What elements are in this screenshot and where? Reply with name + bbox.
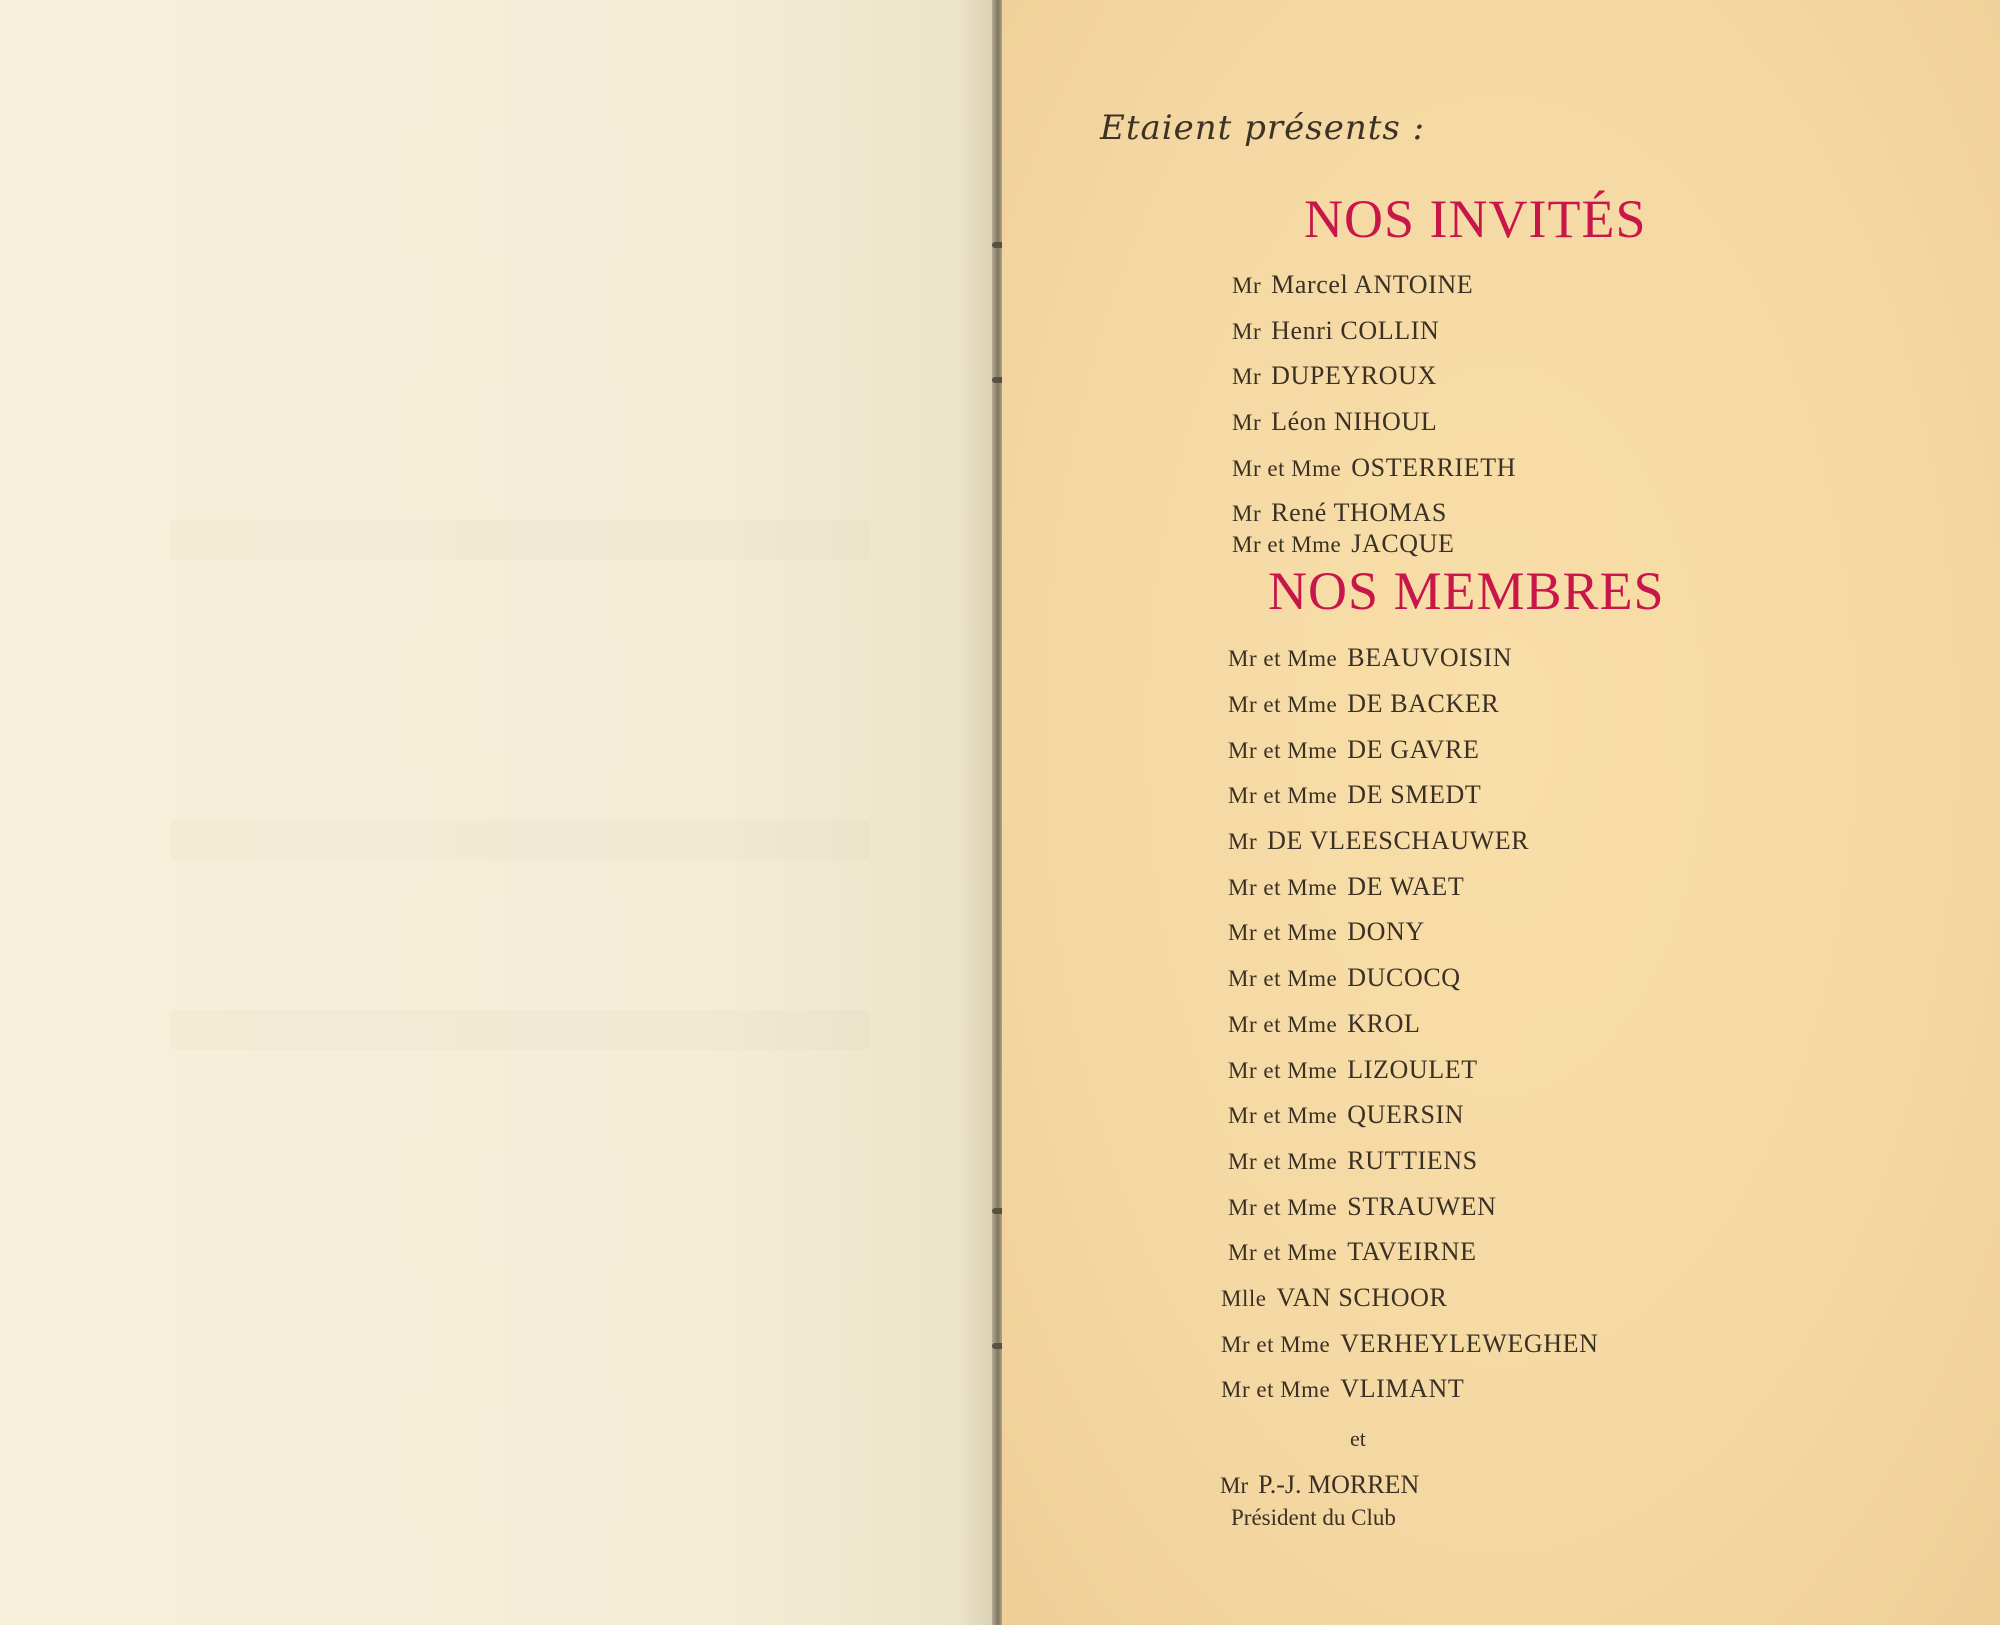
attendee-title: Mr [1232, 319, 1262, 344]
attendee-entry [1228, 735, 1479, 765]
attendee-title: Mr et Mme [1221, 1377, 1331, 1402]
attendee-entry [1232, 453, 1516, 483]
attendee-entry [1221, 1329, 1599, 1359]
attendee-name: Henri COLLIN [1271, 316, 1440, 345]
attendee-name: TAVEIRNE [1347, 1237, 1477, 1266]
attendee-entry [1228, 826, 1529, 856]
attendee-entry [1221, 1374, 1464, 1404]
conjunction-text: et [1350, 1426, 1366, 1451]
attendee-entry [1228, 1192, 1497, 1222]
attendee-name: BEAUVOISIN [1347, 643, 1513, 672]
attendee-title: Mr et Mme [1228, 875, 1338, 900]
page-heading: Etaient présents : [1100, 108, 1426, 148]
attendee-name: VERHEYLEWEGHEN [1340, 1329, 1599, 1358]
attendee-name: QUERSIN [1347, 1100, 1465, 1129]
attendee-title: Mr et Mme [1228, 1195, 1338, 1220]
attendee-entry [1232, 316, 1439, 346]
attendee-name: DE WAET [1347, 872, 1465, 901]
attendee-title: Mr et Mme [1232, 456, 1342, 481]
president-fullname: P.-J. MORREN [1258, 1470, 1420, 1499]
attendee-name: DONY [1347, 917, 1425, 946]
attendee-entry [1228, 872, 1464, 902]
attendee-title: Mr et Mme [1228, 783, 1338, 808]
attendee-name: JACQUE [1351, 529, 1455, 558]
attendee-name: DE GAVRE [1347, 735, 1480, 764]
attendee-entry [1228, 689, 1499, 719]
attendee-name: LIZOULET [1347, 1055, 1478, 1084]
attendee-name: STRAUWEN [1347, 1192, 1497, 1221]
attendee-title: Mr et Mme [1221, 1332, 1331, 1357]
show-through-text [170, 820, 870, 860]
guests-section-title: NOS INVITÉS [1304, 189, 1647, 249]
attendee-title: Mr et Mme [1228, 1058, 1338, 1083]
attendee-title: Mr et Mme [1232, 532, 1342, 557]
show-through-text [170, 1010, 870, 1050]
attendee-title: Mr et Mme [1228, 1149, 1338, 1174]
attendee-name: Marcel ANTOINE [1271, 270, 1474, 299]
attendee-name: RUTTIENS [1347, 1146, 1478, 1175]
show-through-text [170, 520, 870, 560]
attendee-entry [1232, 498, 1447, 528]
attendee-title: Mr et Mme [1228, 692, 1338, 717]
attendee-entry [1232, 529, 1455, 559]
attendee-title: Mr et Mme [1228, 646, 1338, 671]
attendee-entry [1228, 780, 1481, 810]
attendee-title: Mlle [1221, 1286, 1267, 1311]
attendee-entry [1228, 1100, 1464, 1130]
attendee-title: Mr et Mme [1228, 1240, 1338, 1265]
attendee-entry [1228, 643, 1512, 673]
attendee-name: DE BACKER [1347, 689, 1500, 718]
president-title: Mr [1220, 1473, 1249, 1498]
president-name [1220, 1470, 1419, 1500]
attendee-title: Mr et Mme [1228, 1103, 1338, 1128]
attendee-entry [1228, 1009, 1420, 1039]
attendee-name: OSTERRIETH [1351, 453, 1517, 482]
attendee-title: Mr [1232, 273, 1262, 298]
members-section-title: NOS MEMBRES [1268, 561, 1665, 621]
attendee-name: René THOMAS [1271, 498, 1447, 527]
president-role: Président du Club [1231, 1505, 1396, 1530]
attendee-title: Mr et Mme [1228, 738, 1338, 763]
attendee-entry [1232, 270, 1473, 300]
attendee-title: Mr et Mme [1228, 920, 1338, 945]
attendee-entry [1228, 963, 1461, 993]
attendee-entry [1232, 361, 1437, 391]
blank-left-page [0, 0, 997, 1625]
attendee-name: DE SMEDT [1347, 780, 1482, 809]
attendee-name: DE VLEESCHAUWER [1267, 826, 1530, 855]
attendee-entry [1228, 1146, 1478, 1176]
attendee-title: Mr [1232, 410, 1262, 435]
attendee-title: Mr [1228, 829, 1258, 854]
attendee-entry [1228, 917, 1425, 947]
attendee-title: Mr et Mme [1228, 1012, 1338, 1037]
attendee-name: DUPEYROUX [1271, 361, 1437, 390]
attendee-entry [1221, 1283, 1447, 1313]
attendee-title: Mr [1232, 501, 1262, 526]
attendee-title: Mr [1232, 364, 1262, 389]
attendee-name: KROL [1347, 1009, 1421, 1038]
attendee-name: VAN SCHOOR [1276, 1283, 1448, 1312]
attendee-name: Léon NIHOUL [1271, 407, 1438, 436]
attendee-name: DUCOCQ [1347, 963, 1461, 992]
attendee-title: Mr et Mme [1228, 966, 1338, 991]
attendee-entry [1228, 1055, 1478, 1085]
attendee-name: VLIMANT [1340, 1374, 1465, 1403]
attendee-entry [1232, 407, 1437, 437]
attendee-entry [1228, 1237, 1477, 1267]
